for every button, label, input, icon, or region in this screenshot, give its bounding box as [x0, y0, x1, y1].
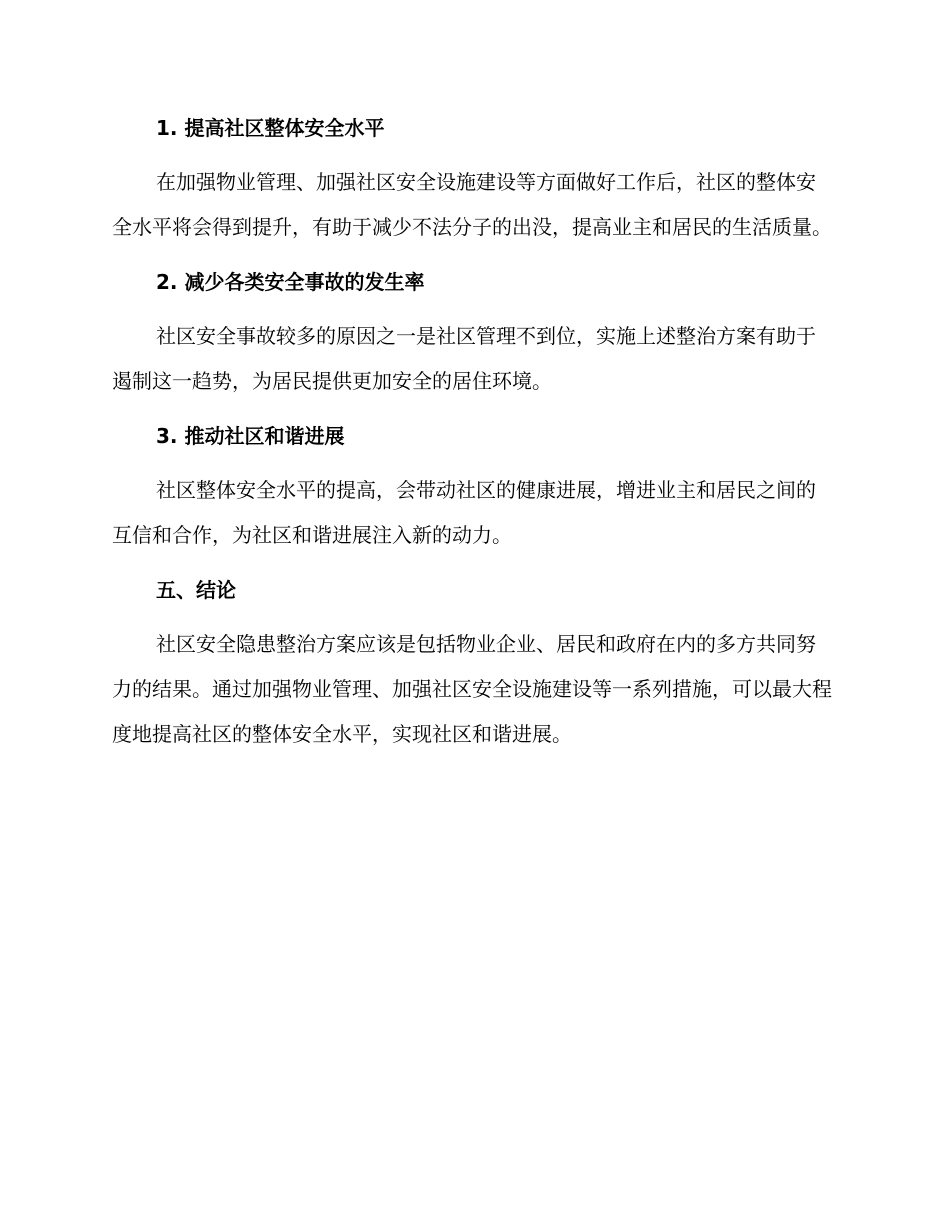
section-heading: 五、结论: [156, 578, 236, 602]
section-3: [112, 420, 832, 574]
section-paragraph: 社区整体安全水平的提高，会带动社区的健康进展，增进业主和居民之间的互信和合作，为社区和谐进展注入新的动力。: [112, 478, 816, 547]
section-paragraph: 社区安全事故较多的原因之一是社区管理不到位，实施上述整治方案有助于遏制这一趋势，为居民提供更加安全的居住环境。: [112, 324, 816, 393]
section-paragraph: 在加强物业管理、加强社区安全设施建设等方面做好工作后，社区的整体安全水平将会得到提升，有助于减少不法分子的出没，提高业主和居民的生活质量。: [112, 170, 832, 239]
section-2: [112, 266, 832, 420]
section-conclusion: [112, 574, 832, 757]
section-paragraph: 社区安全隐患整治方案应该是包括物业企业、居民和政府在内的多方共同努力的结果。通过加强物业管理、加强社区安全设施建设等一系列措施，可以最大程度地提高社区的整体安全水平，实现社区和谐进展。: [112, 632, 832, 746]
section-heading: 3. 推动社区和谐进展: [156, 424, 345, 448]
section-1: [112, 112, 832, 266]
section-heading: 1. 提高社区整体安全水平: [156, 116, 385, 140]
section-heading: 2. 减少各类安全事故的发生率: [156, 270, 425, 294]
document-page: [112, 112, 832, 757]
